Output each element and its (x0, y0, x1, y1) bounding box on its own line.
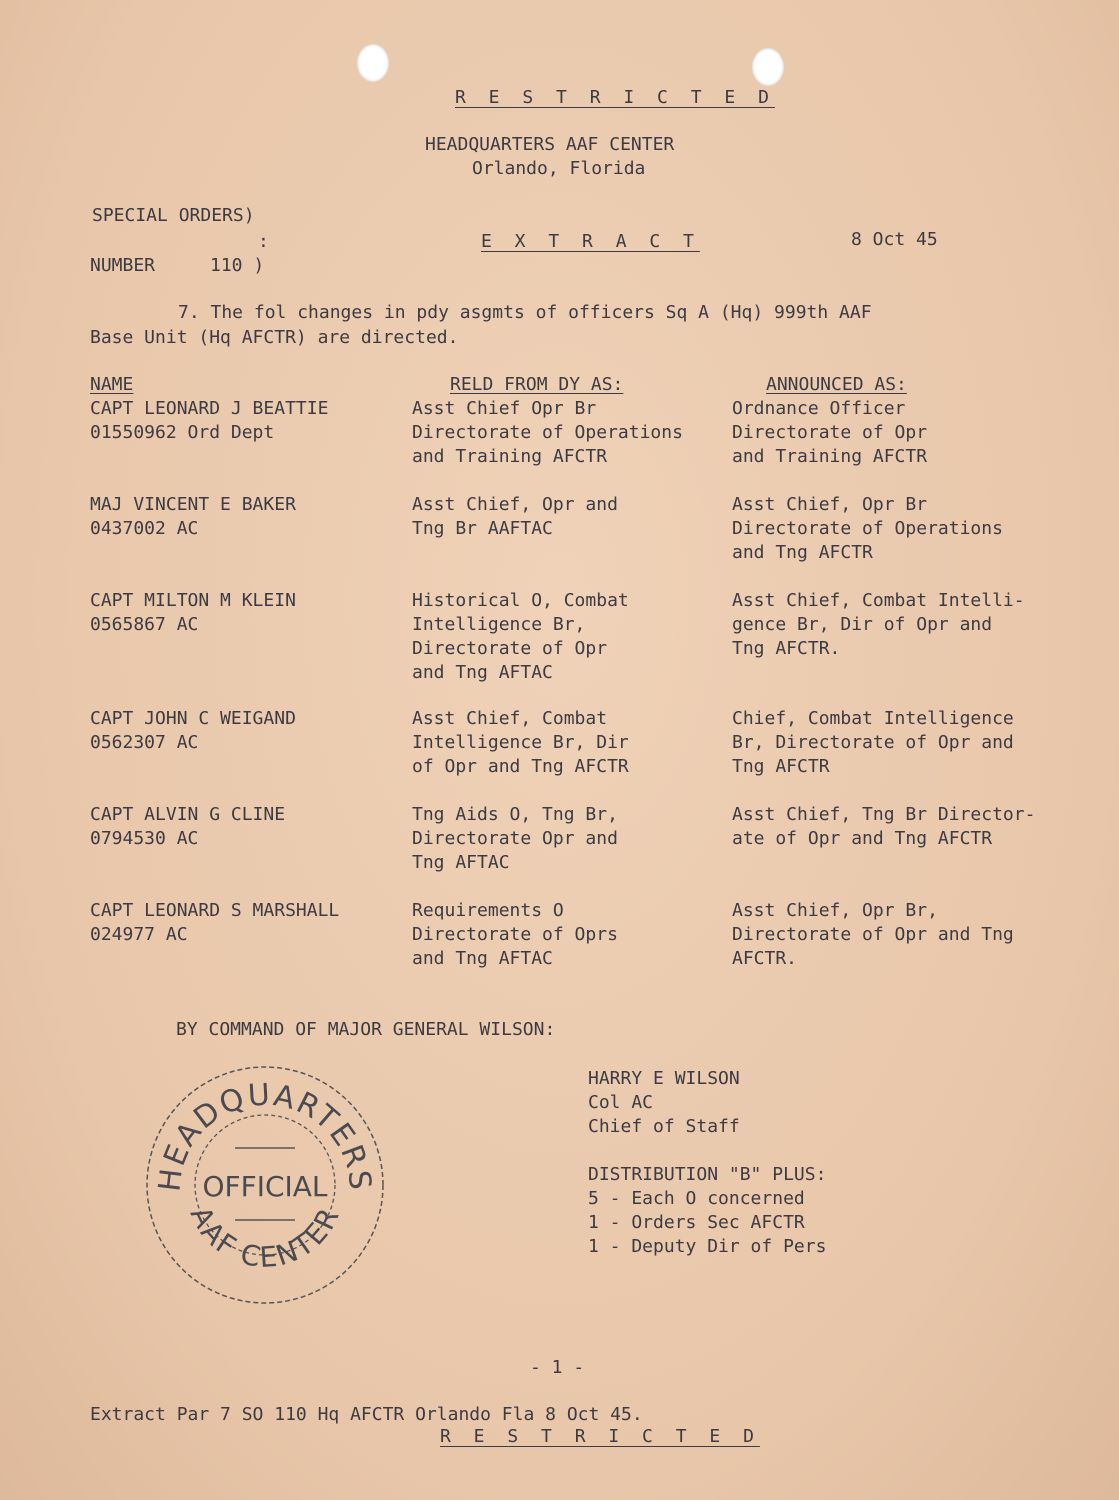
headquarters-title: HEADQUARTERS AAF CENTER (425, 134, 675, 155)
reld-line: Tng Aids O, Tng Br, (412, 804, 618, 825)
distribution-item: 5 - Each O concerned (588, 1188, 805, 1209)
reld-from-cell (412, 397, 683, 469)
announced-line: Directorate of Opr and Tng (732, 924, 1014, 945)
orders-colon: : (258, 231, 269, 252)
reld-line: of Opr and Tng AFCTR (412, 756, 629, 777)
officer-serial: 024977 AC (90, 924, 188, 945)
classification-header: R E S T R I C T E D (455, 87, 775, 108)
announced-as-cell (732, 589, 1025, 661)
distribution-item: 1 - Orders Sec AFCTR (588, 1212, 805, 1233)
officer-name: CAPT MILTON M KLEIN (90, 590, 296, 611)
reld-line: Directorate Opr and (412, 828, 618, 849)
reld-line: Tng AFTAC (412, 852, 510, 873)
officer-name: CAPT LEONARD J BEATTIE (90, 398, 329, 419)
announced-as-cell (732, 899, 1014, 971)
reld-line: Directorate of Opr (412, 638, 608, 659)
order-date: 8 Oct 45 (851, 229, 938, 250)
reld-line: Asst Chief, Combat (412, 708, 608, 729)
reld-line: Directorate of Oprs (412, 924, 618, 945)
announced-line: and Tng AFCTR (732, 542, 873, 563)
announced-line: ate of Opr and Tng AFCTR (732, 828, 993, 849)
officer-serial: 0565867 AC (90, 614, 199, 635)
reld-line: Asst Chief Opr Br (412, 398, 597, 419)
stamp-top-text: HEADQUARTERS (152, 1077, 378, 1194)
announced-line: Tng AFCTR. (732, 638, 841, 659)
officer-name-cell (90, 397, 328, 445)
announced-line: Br, Directorate of Opr and (732, 732, 1014, 753)
officer-serial: 01550962 Ord Dept (90, 422, 275, 443)
announced-line: Tng AFCTR (732, 756, 830, 777)
officer-name-cell (90, 899, 339, 947)
page-number: - 1 - (530, 1357, 585, 1378)
paragraph-line-2: Base Unit (Hq AFCTR) are directed. (90, 327, 459, 348)
announced-as-cell (732, 707, 1014, 779)
reld-line: Asst Chief, Opr and (412, 494, 618, 515)
officer-serial: 0437002 AC (90, 518, 199, 539)
signature-rank: Col AC (588, 1092, 654, 1113)
reld-line: and Training AFCTR (412, 446, 608, 467)
number-label: NUMBER (90, 255, 156, 276)
distribution-item: 1 - Deputy Dir of Pers (588, 1236, 827, 1257)
announced-line: gence Br, Dir of Opr and (732, 614, 993, 635)
punch-hole-right (752, 48, 784, 86)
special-orders-label: SPECIAL ORDERS) (92, 205, 255, 226)
stamp-center-text: OFFICIAL (202, 1170, 328, 1203)
officer-name: MAJ VINCENT E BAKER (90, 494, 296, 515)
punch-hole-left (357, 44, 389, 82)
announced-line: Ordnance Officer (732, 398, 906, 419)
reld-line: Historical O, Combat (412, 590, 629, 611)
number-value: 110 ) (210, 255, 265, 276)
announced-line: Asst Chief, Opr Br, (732, 900, 938, 921)
reld-line: and Tng AFTAC (412, 948, 553, 969)
stamp-graphic (140, 1060, 390, 1310)
announced-line: Chief, Combat Intelligence (732, 708, 1014, 729)
officer-name-cell (90, 707, 296, 755)
officer-name-cell (90, 493, 296, 541)
paragraph-line-1: 7. The fol changes in pdy asgmts of officers Sq A (Hq) 999th AAF (178, 302, 872, 323)
reld-line: and Tng AFTAC (412, 662, 553, 683)
announced-as-cell (732, 803, 1035, 851)
signature-title: Chief of Staff (588, 1116, 740, 1137)
reld-from-cell (412, 493, 618, 541)
column-header-name: NAME (90, 374, 134, 395)
officer-name: CAPT JOHN C WEIGAND (90, 708, 296, 729)
officer-serial: 0794530 AC (90, 828, 199, 849)
stamp-bottom-text: AAF CENTER (183, 1201, 347, 1275)
headquarters-location: Orlando, Florida (472, 158, 646, 179)
announced-line: and Training AFCTR (732, 446, 928, 467)
reld-line: Requirements O (412, 900, 564, 921)
officer-serial: 0562307 AC (90, 732, 199, 753)
distribution-label: DISTRIBUTION "B" PLUS: (588, 1164, 827, 1185)
announced-line: Asst Chief, Opr Br (732, 494, 928, 515)
official-stamp (140, 1060, 390, 1310)
announced-as-cell (732, 397, 927, 469)
extract-label: E X T R A C T (481, 231, 700, 252)
command-line: BY COMMAND OF MAJOR GENERAL WILSON: (176, 1019, 556, 1040)
announced-line: Asst Chief, Tng Br Director- (732, 804, 1036, 825)
reld-line: Tng Br AAFTAC (412, 518, 553, 539)
officer-name-cell (90, 803, 285, 851)
officer-name: CAPT LEONARD S MARSHALL (90, 900, 340, 921)
announced-line: Directorate of Operations (732, 518, 1003, 539)
reld-from-cell (412, 707, 629, 779)
reld-from-cell (412, 899, 618, 971)
reld-from-cell (412, 803, 618, 875)
announced-as-cell (732, 493, 1003, 565)
reld-line: Intelligence Br, Dir (412, 732, 629, 753)
footer-extract-note: Extract Par 7 SO 110 Hq AFCTR Orlando Fla 8 Oct 45. (90, 1404, 643, 1425)
reld-from-cell (412, 589, 629, 685)
announced-line: AFCTR. (732, 948, 798, 969)
column-header-announced: ANNOUNCED AS: (766, 374, 907, 395)
reld-line: Directorate of Operations (412, 422, 683, 443)
column-header-reld: RELD FROM DY AS: (450, 374, 624, 395)
announced-line: Asst Chief, Combat Intelli- (732, 590, 1025, 611)
reld-line: Intelligence Br, (412, 614, 586, 635)
announced-line: Directorate of Opr (732, 422, 928, 443)
officer-name: CAPT ALVIN G CLINE (90, 804, 286, 825)
signature-name: HARRY E WILSON (588, 1068, 740, 1089)
classification-footer: R E S T R I C T E D (440, 1426, 760, 1447)
officer-name-cell (90, 589, 296, 637)
